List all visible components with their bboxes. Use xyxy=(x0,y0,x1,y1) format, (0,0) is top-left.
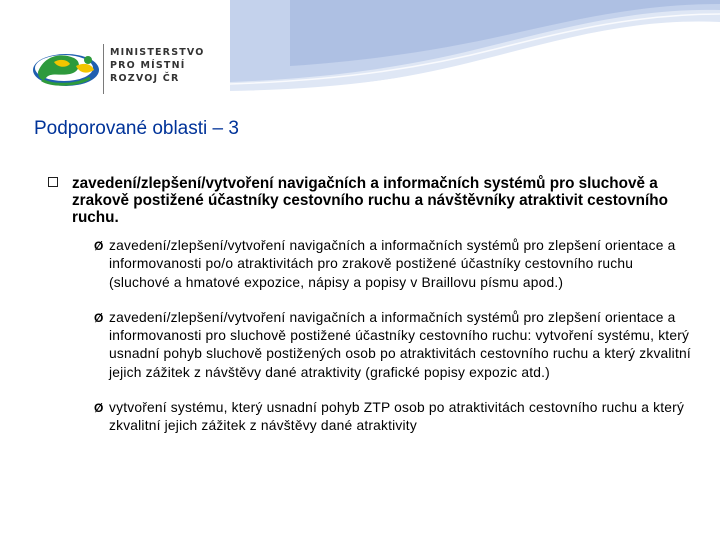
sub-bullet-item xyxy=(94,309,694,382)
main-bullet-text: zavedení/zlepšení/vytvoření navigačních a informačních systémů pro sluchově a zrakově postižené účastníky cestovního ruchu a návštěvníky atraktivit cestovního ruchu. xyxy=(72,175,668,226)
logo-divider xyxy=(103,44,104,94)
checkbox-bullet-icon xyxy=(48,177,58,187)
ministry-name-line-2: PRO MÍSTNÍ xyxy=(110,60,186,71)
arrow-bullet-icon: Ø xyxy=(94,310,104,325)
sub-bullet-text: zavedení/zlepšení/vytvoření navigačních a informačních systémů pro zlepšení orientace a informovanosti pro sluchově postižené účastníky cestovního ruchu: vytvoření systému, který usnadní pohyb sluchově postižených osob po atraktivitách cestovního ruchu a který zkvalitní jejich zážitek z návštěvy dané atraktivity (grafické popisy expozic atd.) xyxy=(109,309,691,380)
header-wave-band xyxy=(230,0,720,105)
ministry-name-line-3: ROZVOJ ČR xyxy=(110,73,180,84)
sub-bullet-text: vytvoření systému, který usnadní pohyb ZTP osob po atraktivitách cestovního ruchu a který zkvalitní jejich zážitek z návštěvy dané atraktivity xyxy=(109,400,685,434)
arrow-bullet-icon: Ø xyxy=(94,239,104,253)
sub-bullet-text: zavedení/zlepšení/vytvoření navigačních a informačních systémů pro zlepšení orientace a informovanosti po/o atraktivitách pro zrakově postižené účastníky cestovního ruchu (sluchové a hmatové expozice, nápisy a popisy v Braillovu písmu apod.) xyxy=(109,238,676,290)
sub-bullet-list xyxy=(94,237,694,453)
ministry-logo xyxy=(30,40,220,100)
sub-bullet-item xyxy=(94,399,694,436)
ministry-name xyxy=(110,46,205,85)
mmr-logo-icon xyxy=(30,42,100,92)
slide-title: Podporované oblasti – 3 xyxy=(34,118,239,139)
ministry-name-line-1: MINISTERSTVO xyxy=(110,47,205,58)
arrow-bullet-icon: Ø xyxy=(94,401,104,416)
main-bullet xyxy=(48,175,698,226)
sub-bullet-item xyxy=(94,237,694,292)
